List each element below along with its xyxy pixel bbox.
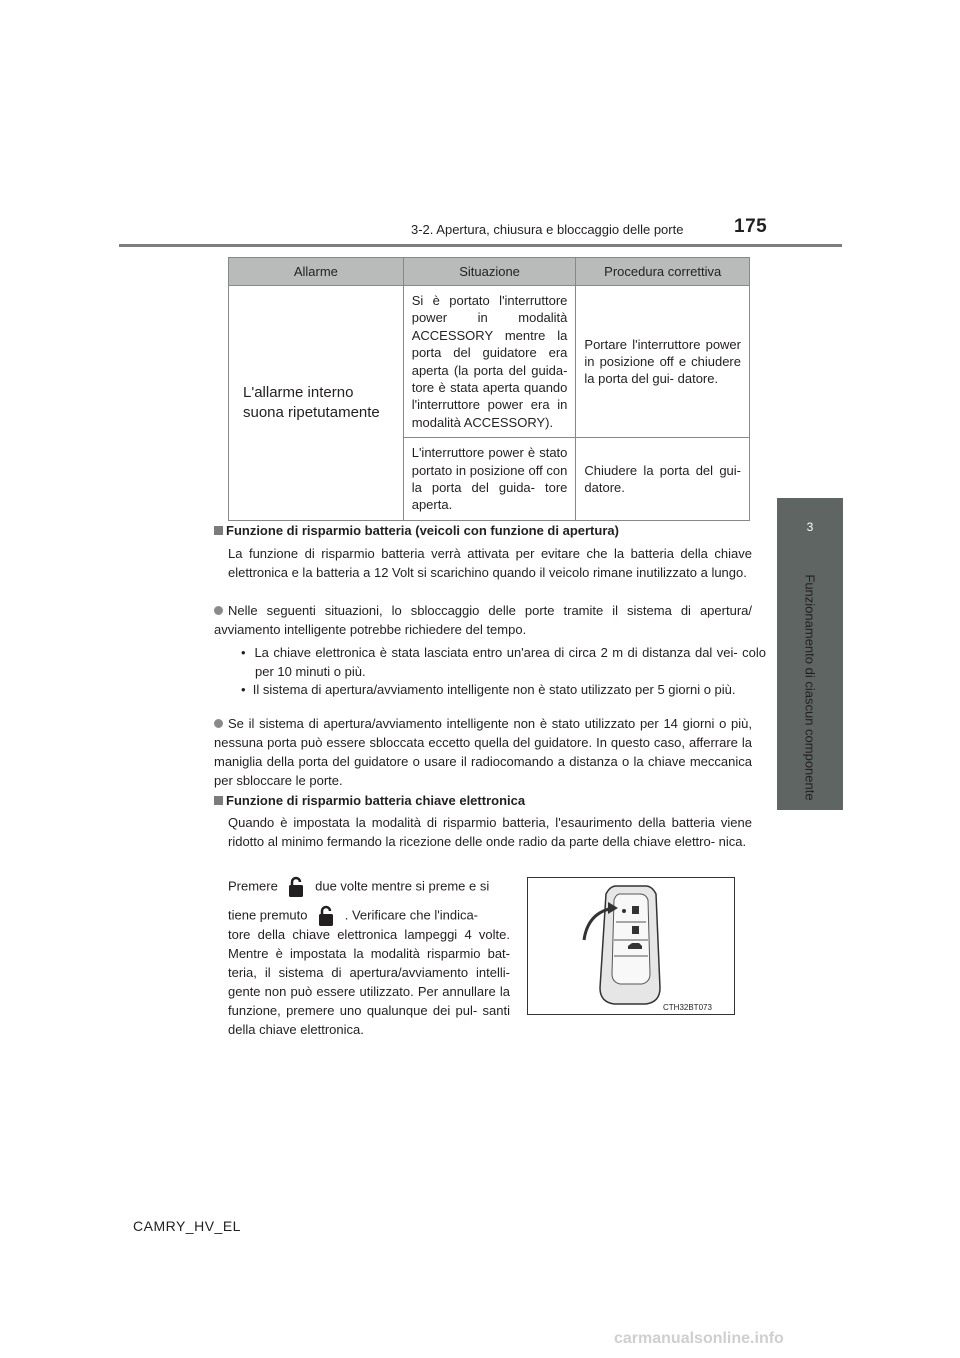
electronic-key-illustration [528, 878, 734, 1014]
section-heading [214, 521, 754, 540]
watermark: carmanualsonline.info [614, 1330, 784, 1347]
column-header: Procedura correttiva [576, 258, 750, 286]
key-figure [527, 877, 735, 1015]
situation-cell: Si è portato l'interruttore power in modalità ACCESSORY mentre la porta del guidatore era aperta (la porta del guida- tore è stata aperta quando l'interruttore power era in modalità ACCESSORY). [403, 286, 576, 438]
situation-cell: L'interruttore power è stato portato in posizione off con la porta del guida- tore aperta. [403, 438, 576, 521]
table-header-row [229, 258, 750, 286]
list-item [214, 714, 752, 790]
section-heading-text: Funzione di risparmio batteria chiave elettronica [226, 793, 526, 808]
figure-code: CTH32BT073 [663, 1003, 712, 1012]
square-bullet-icon [214, 526, 223, 535]
sub-list-item: • La chiave elettronica è stata lasciata entro un'area di circa 2 m di distanza dal vei- colo per 10 minuti o più. [241, 645, 766, 679]
sub-list-item-text: La chiave elettronica è stata lasciata entro un'area di circa 2 m di distanza dal vei- colo per 10 minuti o più. [254, 645, 766, 679]
list-item [214, 601, 752, 639]
paragraph: La funzione di risparmio batteria verrà attivata per evitare che la batteria della chiave elettronica e la batteria a 12 Volt si scarichino quando il veicolo rimane inutilizzato a lungo. [228, 546, 752, 580]
column-header: Allarme [229, 258, 404, 286]
sub-list-item: • Il sistema di apertura/avviamento intelligente non è stato utilizzato per 5 giorni o più. [241, 682, 736, 697]
paragraph: Quando è impostata la modalità di risparmio batteria, l'esaurimento della batteria viene ridotto al minimo fermando la ricezione delle onde radio da parte della chiave elettro- nica. [228, 815, 752, 849]
chapter-label: Funzionamento di ciascun componente [802, 574, 818, 801]
circle-bullet-icon [214, 719, 223, 728]
procedure-cell: Portare l'interruttore power in posizione off e chiudere la porta del gui- datore. [576, 286, 750, 438]
header-rule [119, 244, 842, 247]
lock-icon [287, 876, 305, 898]
alarm-table [228, 257, 750, 521]
list-item-text: Nelle seguenti situazioni, lo sbloccaggio delle porte tramite il sistema di apertura/ avviamento intelligente potrebbe richiedere del tempo. [214, 603, 752, 637]
page-number: 175 [734, 216, 768, 237]
section-heading [214, 791, 754, 810]
alarm-cell: L'allarme interno suona ripetutamente [229, 286, 404, 521]
column-header: Situazione [403, 258, 576, 286]
table-row [229, 286, 750, 438]
paragraph: tore della chiave elettronica lampeggi 4 volte. Mentre è impostata la modalità risparmio bat- teria, il sistema di apertura/avviamento intelli- gente non può essere utilizzato. Per annullare la funzione, premere uno qualunque dei pul- santi della chiave elettronica. [228, 927, 510, 1037]
chapter-number: 3 [806, 520, 814, 534]
instruction-line: Premere due volte mentre si preme e si [228, 876, 510, 898]
procedure-cell: Chiudere la porta del gui- datore. [576, 438, 750, 521]
square-bullet-icon [214, 796, 223, 805]
sub-list-item-text: Il sistema di apertura/avviamento intelligente non è stato utilizzato per 5 giorni o più. [252, 682, 736, 697]
instruction-line: tiene premuto . Verificare che l'indica- [228, 905, 510, 927]
running-header: 3-2. Apertura, chiusura e bloccaggio delle porte [411, 222, 684, 237]
circle-bullet-icon [214, 606, 223, 615]
list-item-text: Se il sistema di apertura/avviamento intelligente non è stato utilizzato per 14 giorni o più, nessuna porta può essere sbloccata eccetto quella del guidatore. In questo caso, afferrare la maniglia della porta del guidatore o usare il radiocomando a distanza o la chiave meccanica per sbloccare le porte. [214, 716, 752, 788]
section-heading-text: Funzione di risparmio batteria (veicoli con funzione di apertura) [226, 523, 619, 538]
footer-code: CAMRY_HV_EL [133, 1218, 241, 1234]
lock-icon [317, 905, 335, 927]
